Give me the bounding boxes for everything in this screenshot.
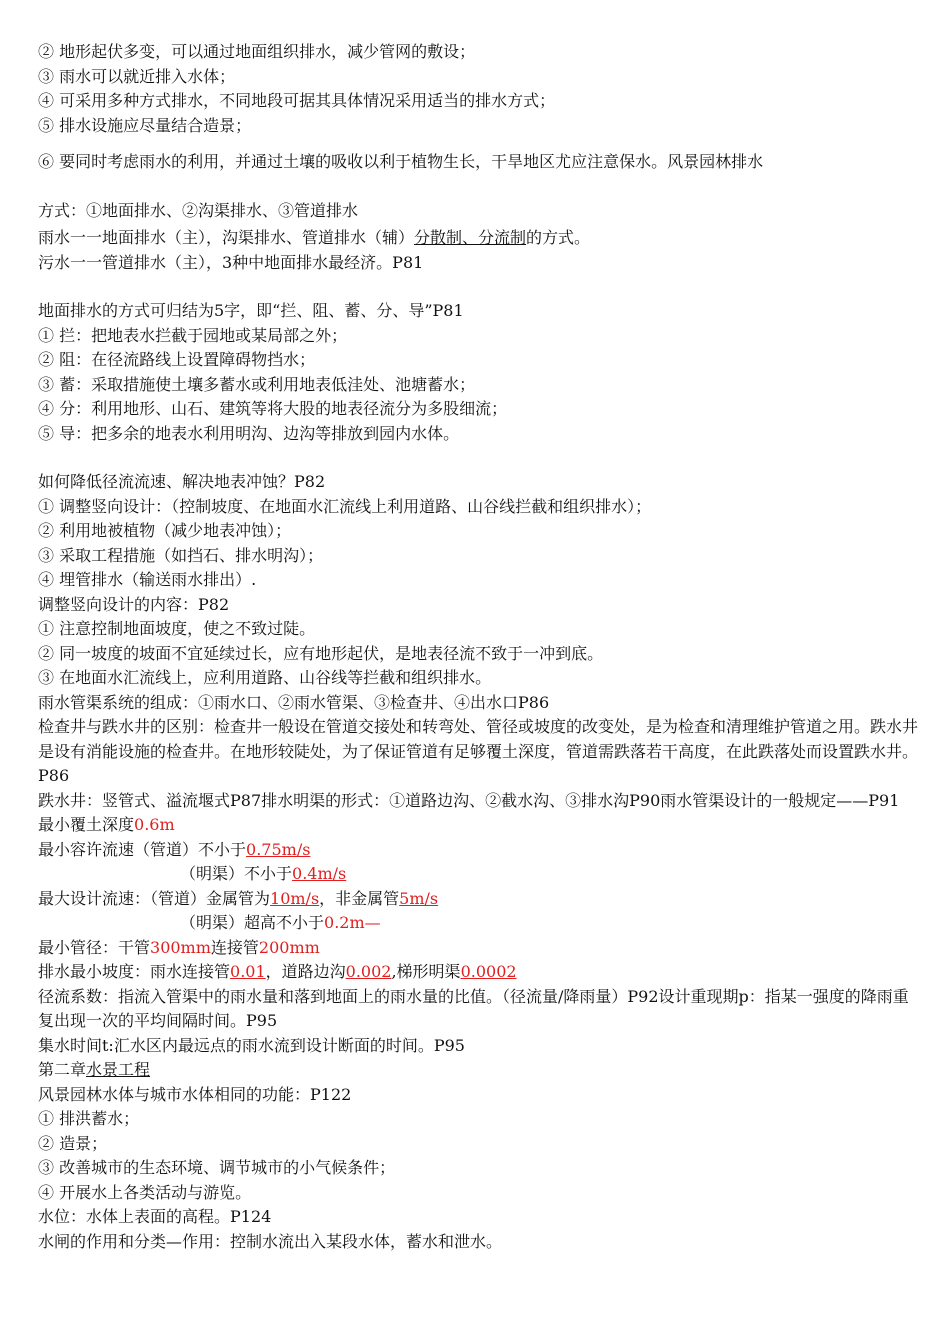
value-red: 5m/s xyxy=(399,888,439,908)
text-line: 排水最小坡度：雨水连接管0.01，道路边沟0.002,梯形明渠0.0002 xyxy=(38,962,517,981)
text-line: 水位：水体上表面的高程。P124 xyxy=(38,1207,272,1226)
value-red: 300mm xyxy=(150,937,211,957)
value-red: 0.75m/s xyxy=(246,839,311,859)
text-line: ② 同一坡度的坡面不宜延续过长，应有地形起伏，是地表径流不致于一冲到底。 xyxy=(38,643,604,663)
text-line: 方式：①地面排水、②沟渠排水、③管道排水 xyxy=(38,200,359,220)
text-line: 最小覆土深度0.6m xyxy=(38,815,175,834)
paragraph: 径流系数：指流入管渠中的雨水量和落到地面上的雨水量的比值。（径流量/降雨量）P92设计重现期p：指某一强度的降雨重复出现一次的平均间隔时间。P95 xyxy=(38,986,909,1030)
text-line: 如何降低径流流速、解决地表冲蚀？P82 xyxy=(38,472,326,491)
text-line: ④ 开展水上各类活动与游览。 xyxy=(38,1182,252,1202)
value-red: 0.4m/s xyxy=(292,864,347,883)
text-line: （明渠）不小于0.4m/s xyxy=(180,864,347,883)
text-line: ⑥ 要同时考虑雨水的利用，并通过土壤的吸收以利于植物生长，干旱地区尤应注意保水。风景园林排水 xyxy=(38,152,764,171)
text-line: ③ 雨水可以就近排入水体； xyxy=(38,66,236,86)
text-line: ① 注意控制地面坡度，使之不致过陡。 xyxy=(38,619,316,638)
paragraph: 跌水井：竖管式、溢流堰式P87排水明渠的形式：①道路边沟、②截水沟、③排水沟P90雨水管渠设计的一般规定——P91 xyxy=(38,790,900,810)
text-line: 水闸的作用和分类—作用：控制水流出入某段水体，蓄水和泄水。 xyxy=(38,1231,503,1251)
text-line: ① 排洪蓄水； xyxy=(38,1109,140,1128)
text-line: ④ 分：利用地形、山石、建筑等将大股的地表径流分为多股细流； xyxy=(38,399,508,418)
text-line: ④ 可采用多种方式排水，不同地段可据其具体情况采用适当的排水方式； xyxy=(38,91,556,110)
text-line: 最大设计流速：（管道）金属管为10m/s，非金属管5m/s xyxy=(38,888,439,908)
chapter-heading: 第二章水景工程 xyxy=(38,1060,151,1079)
value-red: 0.01 xyxy=(230,962,266,981)
text-line: ② 阻：在径流路线上设置障碍物挡水； xyxy=(38,350,316,369)
text-line: 风景园林水体与城市水体相同的功能：P122 xyxy=(38,1084,352,1104)
text-line: （明渠）超高不小于0.2m— xyxy=(180,913,381,932)
document-page xyxy=(38,40,918,1254)
text-line: 地面排水的方式可归结为5字，即“拦、阻、蓄、分、导”P81 xyxy=(38,301,464,320)
text-line: 调整竖向设计的内容：P82 xyxy=(38,594,230,614)
text-line: ③ 在地面水汇流线上，应利用道路、山谷线等拦截和组织排水。 xyxy=(38,668,492,687)
text-line: ③ 蓄：采取措施使土壤多蓄水或利用地表低洼处、池塘蓄水； xyxy=(38,374,476,394)
value-red: 0.6m xyxy=(134,815,175,834)
paragraph: 检查井与跌水井的区别：检查井一般设在管道交接处和转弯处、管径或坡度的改变处，是为检查和清理维护管道之用。跌水井是设有消能设施的检查井。在地形较陡处，为了保证管道有足够覆土深度，管道需跌落若干高度，在此跌落处而设置跌水井。P86 xyxy=(38,717,919,785)
text-line: ⑤ 排水设施应尽量结合造景； xyxy=(38,115,252,135)
text-line: 集水时间t:汇水区内最远点的雨水流到设计断面的时间。P95 xyxy=(38,1035,465,1055)
text-line: ② 利用地被植物（减少地表冲蚀）； xyxy=(38,521,292,540)
underlined-term: 分散制、分流制 xyxy=(414,228,527,247)
text-line: 雨水管渠系统的组成：①雨水口、②雨水管渠、③检查井、④出水口P86 xyxy=(38,692,550,712)
value-red: 10m/s xyxy=(270,888,320,908)
value-red: 200mm xyxy=(258,937,320,957)
text-line: ② 地形起伏多变，可以通过地面组织排水，减少管网的敷设； xyxy=(38,42,476,61)
text-line: ① 调整竖向设计：（控制坡度、在地面水汇流线上利用道路、山谷线拦截和组织排水）； xyxy=(38,496,652,516)
text-line: ① 拦：把地表水拦截于园地或某局部之外； xyxy=(38,325,348,345)
text-line: 污水一一管道排水（主），3种中地面排水最经济。P81 xyxy=(38,252,424,272)
text-line: ③ 采取工程措施（如挡石、排水明沟）； xyxy=(38,545,324,565)
text-line: 雨水一一地面排水（主），沟渠排水、管道排水（辅）分散制、分流制的方式。 xyxy=(38,228,591,247)
text-line: ③ 改善城市的生态环境、调节城市的小气候条件； xyxy=(38,1158,396,1177)
text-line: ④ 埋管排水（输送雨水排出）. xyxy=(38,570,257,589)
text-line: ⑤ 导：把多余的地表水利用明沟、边沟等排放到园内水体。 xyxy=(38,423,460,443)
value-red: 0.002 xyxy=(345,962,392,981)
value-red: 0.2m— xyxy=(324,913,381,932)
text-line: ② 造景； xyxy=(38,1133,108,1153)
value-red: 0.0002 xyxy=(460,962,517,981)
text-line: 最小容许流速（管道）不小于0.75m/s xyxy=(38,839,311,859)
text-line: 最小管径：干管300mm连接管200mm xyxy=(38,937,320,957)
